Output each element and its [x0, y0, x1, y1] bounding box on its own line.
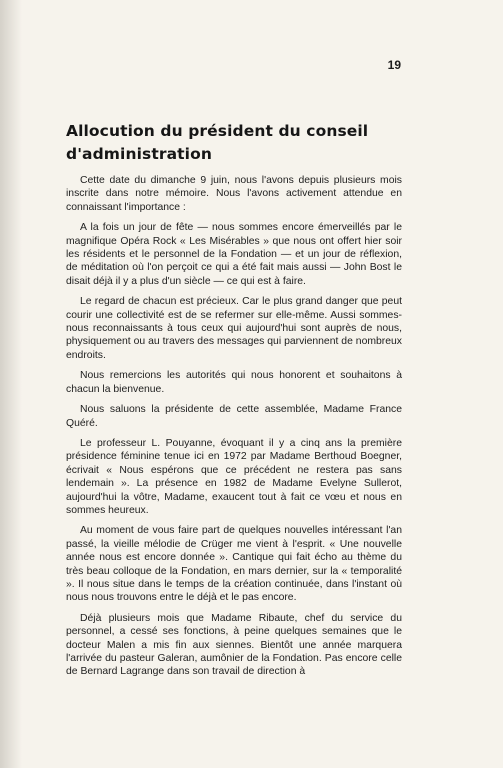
page-number: 19: [387, 58, 401, 72]
paragraph: Cette date du dimanche 9 juin, nous l'avons depuis plusieurs mois inscrite dans notre mémoire. Nous l'avons activement attendue en connaissant l'importance :: [66, 175, 402, 213]
paragraph: Nous saluons la présidente de cette assemblée, Madame France Quéré.: [66, 404, 402, 429]
page-gutter-shadow: [0, 0, 22, 768]
paragraph: A la fois un jour de fête — nous sommes encore émerveillés par le magnifique Opéra Rock « Les Misérables » que nous ont offert hier soir les résidents et le personnel de la Fondation — et un jour de réflexion, de méditation où l'on perçoit ce qui a été fait mais aussi — John Bost le disait déjà il y a plus d'un siècle — ce qui est à faire.: [66, 222, 402, 287]
paragraph: Au moment de vous faire part de quelques nouvelles intéressant l'an passé, la vieille mélodie de Crüger me vient à l'esprit. « Une nouvelle année nous est encore donnée ». Cantique qui fait écho au thème du très beau colloque de la Fondation, en mars dernier, sur la « temporalité ». Il nous situe dans le temps de la création continuée, dans l'instant où nous nous trouvons entre le déjà et le pas encore.: [66, 525, 402, 604]
paragraph: Le regard de chacun est précieux. Car le plus grand danger que peut courir une collectivité est de se refermer sur elle-même. Aussi sommes-nous reconnaissants à tous ceux qui aujourd'hui sont auprès de nous, physiquement ou au travers des messages qui parviennent de nombreux endroits.: [66, 296, 402, 361]
paragraph: Nous remercions les autorités qui nous honorent et souhaitons à chacun la bienvenue.: [66, 370, 402, 395]
body-text: [66, 174, 402, 686]
paragraph: Déjà plusieurs mois que Madame Ribaute, chef du service du personnel, a cessé ses fonctions, à peine quelques semaines que le docteur Malen a mis fin aux siennes. Bientôt une année marquera l'arrivée du pasteur Galeran, aumônier de la Fondation. Pas encore celle de Bernard Lagrange dans son travail de direction à: [66, 612, 402, 678]
paragraph: Le professeur L. Pouyanne, évoquant il y a cinq ans la première présidence féminine tenue ici en 1972 par Madame Berthoud Boegner, écrivait « Nous espérons que ce précédent ne restera pas sans lendemain ». La présence en 1982 de Madame Evelyne Sullerot, aujourd'hui la vôtre, Madame, exaucent tout à fait ce vœu et nous en sommes heureux.: [66, 437, 402, 516]
page-title: Allocution du président du conseil d'administration: [66, 122, 369, 163]
